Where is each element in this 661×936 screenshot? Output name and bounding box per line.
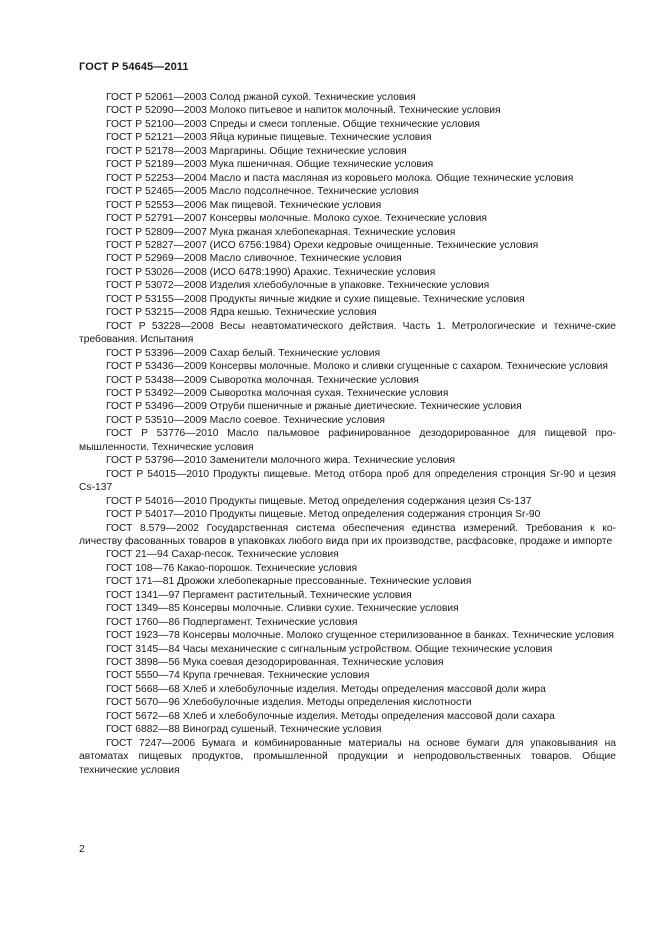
reference-entry: ГОСТ Р 53228—2008 Весы неавтоматического действия. Часть 1. Метрологические и техниче-ские требования. Испытания: [79, 320, 616, 346]
reference-entry: ГОСТ 21—94 Сахар-песок. Технические условия: [106, 549, 339, 561]
reference-entry: ГОСТ Р 52791—2007 Консервы молочные. Молоко сухое. Технические условия: [106, 213, 487, 225]
reference-entry: ГОСТ Р 52100—2003 Спреды и смеси топленые. Общие технические условия: [106, 118, 481, 130]
reference-entry: ГОСТ Р 53072—2008 Изделия хлебобулочные в упаковке. Технические условия: [106, 280, 490, 292]
reference-entry: ГОСТ Р 52465—2005 Масло подсолнечное. Технические условия: [106, 186, 419, 198]
reference-entry: ГОСТ 5672—68 Хлеб и хлебобулочные изделия. Методы определения массовой доли сахара: [106, 710, 555, 722]
reference-entry: ГОСТ 3145—84 Часы механические с сигнальным устройством. Общие технические условия: [106, 643, 553, 655]
reference-entry: ГОСТ Р 53155—2008 Продукты яичные жидкие и сухие пищевые. Технические условия: [106, 293, 525, 305]
reference-entry: ГОСТ 5670—96 Хлебобулочные изделия. Методы определения кислотности: [106, 697, 472, 709]
reference-entry: ГОСТ Р 54016—2010 Продукты пищевые. Метод определения содержания цезия Cs-137: [106, 495, 532, 507]
reference-entry: ГОСТ Р 53026—2008 (ИСО 6478:1990) Арахис. Технические условия: [106, 266, 436, 278]
reference-entry: ГОСТ Р 52553—2006 Мак пищевой. Технические условия: [106, 199, 382, 211]
reference-entry: ГОСТ 1923—78 Консервы молочные. Молоко сгущенное стерилизованное в банках. Технические условия: [106, 630, 614, 642]
reference-entry: ГОСТ 108—76 Какао-порошок. Технические условия: [106, 562, 358, 574]
reference-entry: ГОСТ Р 53510—2009 Масло соевое. Технические условия: [106, 414, 385, 426]
reference-entry: ГОСТ Р 54017—2010 Продукты пищевые. Метод определения содержания стронция Sr-90: [106, 509, 541, 521]
standard-number: ГОСТ Р 54645—2011: [79, 61, 189, 73]
reference-entry: ГОСТ Р 52121—2003 Яйца куриные пищевые. Технические условия: [106, 132, 432, 144]
reference-entry: ГОСТ Р 52253—2004 Масло и паста масляная из коровьего молока. Общие технические условия: [106, 172, 574, 184]
reference-entry: ГОСТ 3898—56 Мука соевая дезодорированная. Технические условия: [106, 657, 444, 669]
reference-entry: ГОСТ 5668—68 Хлеб и хлебобулочные изделия. Методы определения массовой доли жира: [106, 683, 546, 695]
reference-entry: ГОСТ 8.579—2002 Государственная система обеспечения единства измерений. Требования к ко-личеству фасованных товаров в упаковках любого вида при их производстве, расфасовке, продаже и импорте: [79, 522, 616, 547]
reference-entry: ГОСТ Р 52827—2007 (ИСО 6756:1984) Орехи кедровые очищенные. Технические условия: [106, 239, 539, 251]
reference-entry: ГОСТ Р 52969—2008 Масло сливочное. Технические условия: [106, 253, 402, 265]
reference-entry: ГОСТ Р 52178—2003 Маргарины. Общие технические условия: [106, 145, 407, 157]
reference-entry: ГОСТ 7247—2006 Бумага и комбинированные материалы на основе бумаги для упаковывания на автоматах пищевых продуктов, промышленной продукции и непродовольственных товаров. Общие технические условия: [79, 737, 616, 776]
reference-entry: ГОСТ Р 53396—2009 Сахар белый. Технические условия: [106, 347, 381, 359]
reference-entry: ГОСТ Р 53436—2009 Консервы молочные. Молоко и сливки сгущенные с сахаром. Технические условия: [106, 361, 608, 373]
reference-entry: ГОСТ Р 52809—2007 Мука ржаная хлебопекарная. Технические условия: [106, 226, 456, 238]
reference-entry: ГОСТ 5550—74 Крупа гречневая. Технические условия: [106, 670, 370, 682]
reference-entry: ГОСТ 1341—97 Пергамент растительный. Технические условия: [106, 589, 412, 601]
reference-entry: ГОСТ Р 52090—2003 Молоко питьевое и напиток молочный. Технические условия: [106, 105, 501, 117]
reference-entry: ГОСТ Р 52061—2003 Солод ржаной сухой. Технические условия: [106, 92, 416, 103]
reference-entry: ГОСТ Р 53438—2009 Сыворотка молочная. Технические условия: [106, 374, 419, 386]
document-header: [79, 61, 189, 73]
reference-entry: ГОСТ 6882—88 Виноград сушеный. Технические условия: [106, 724, 382, 736]
reference-entry: ГОСТ 1349—85 Консервы молочные. Сливки сухие. Технические условия: [106, 603, 459, 615]
reference-entry: ГОСТ Р 52189—2003 Мука пшеничная. Общие технические условия: [106, 159, 434, 171]
page-number: 2: [79, 843, 85, 855]
reference-entry: ГОСТ Р 53776—2010 Масло пальмовое рафинированное дезодорированное для пищевой про-мышленности. Технические условия: [79, 428, 616, 453]
reference-entry: ГОСТ Р 53492—2009 Сыворотка молочная сухая. Технические условия: [106, 387, 449, 399]
reference-entry: ГОСТ Р 53796—2010 Заменители молочного жира. Технические условия: [106, 455, 456, 467]
reference-entry: ГОСТ 171—81 Дрожжи хлебопекарные прессованные. Технические условия: [106, 576, 472, 588]
normative-references-list: [79, 91, 616, 777]
reference-entry: ГОСТ Р 53215—2008 Ядра кешью. Технические условия: [106, 307, 377, 319]
reference-entry: ГОСТ Р 54015—2010 Продукты пищевые. Метод отбора проб для определения стронция Sr-90 и цезия Cs-137: [79, 468, 616, 494]
reference-entry: ГОСТ 1760—86 Подпергамент. Технические условия: [106, 616, 358, 628]
reference-entry: ГОСТ Р 53496—2009 Отруби пшеничные и ржаные диетические. Технические условия: [106, 401, 522, 413]
